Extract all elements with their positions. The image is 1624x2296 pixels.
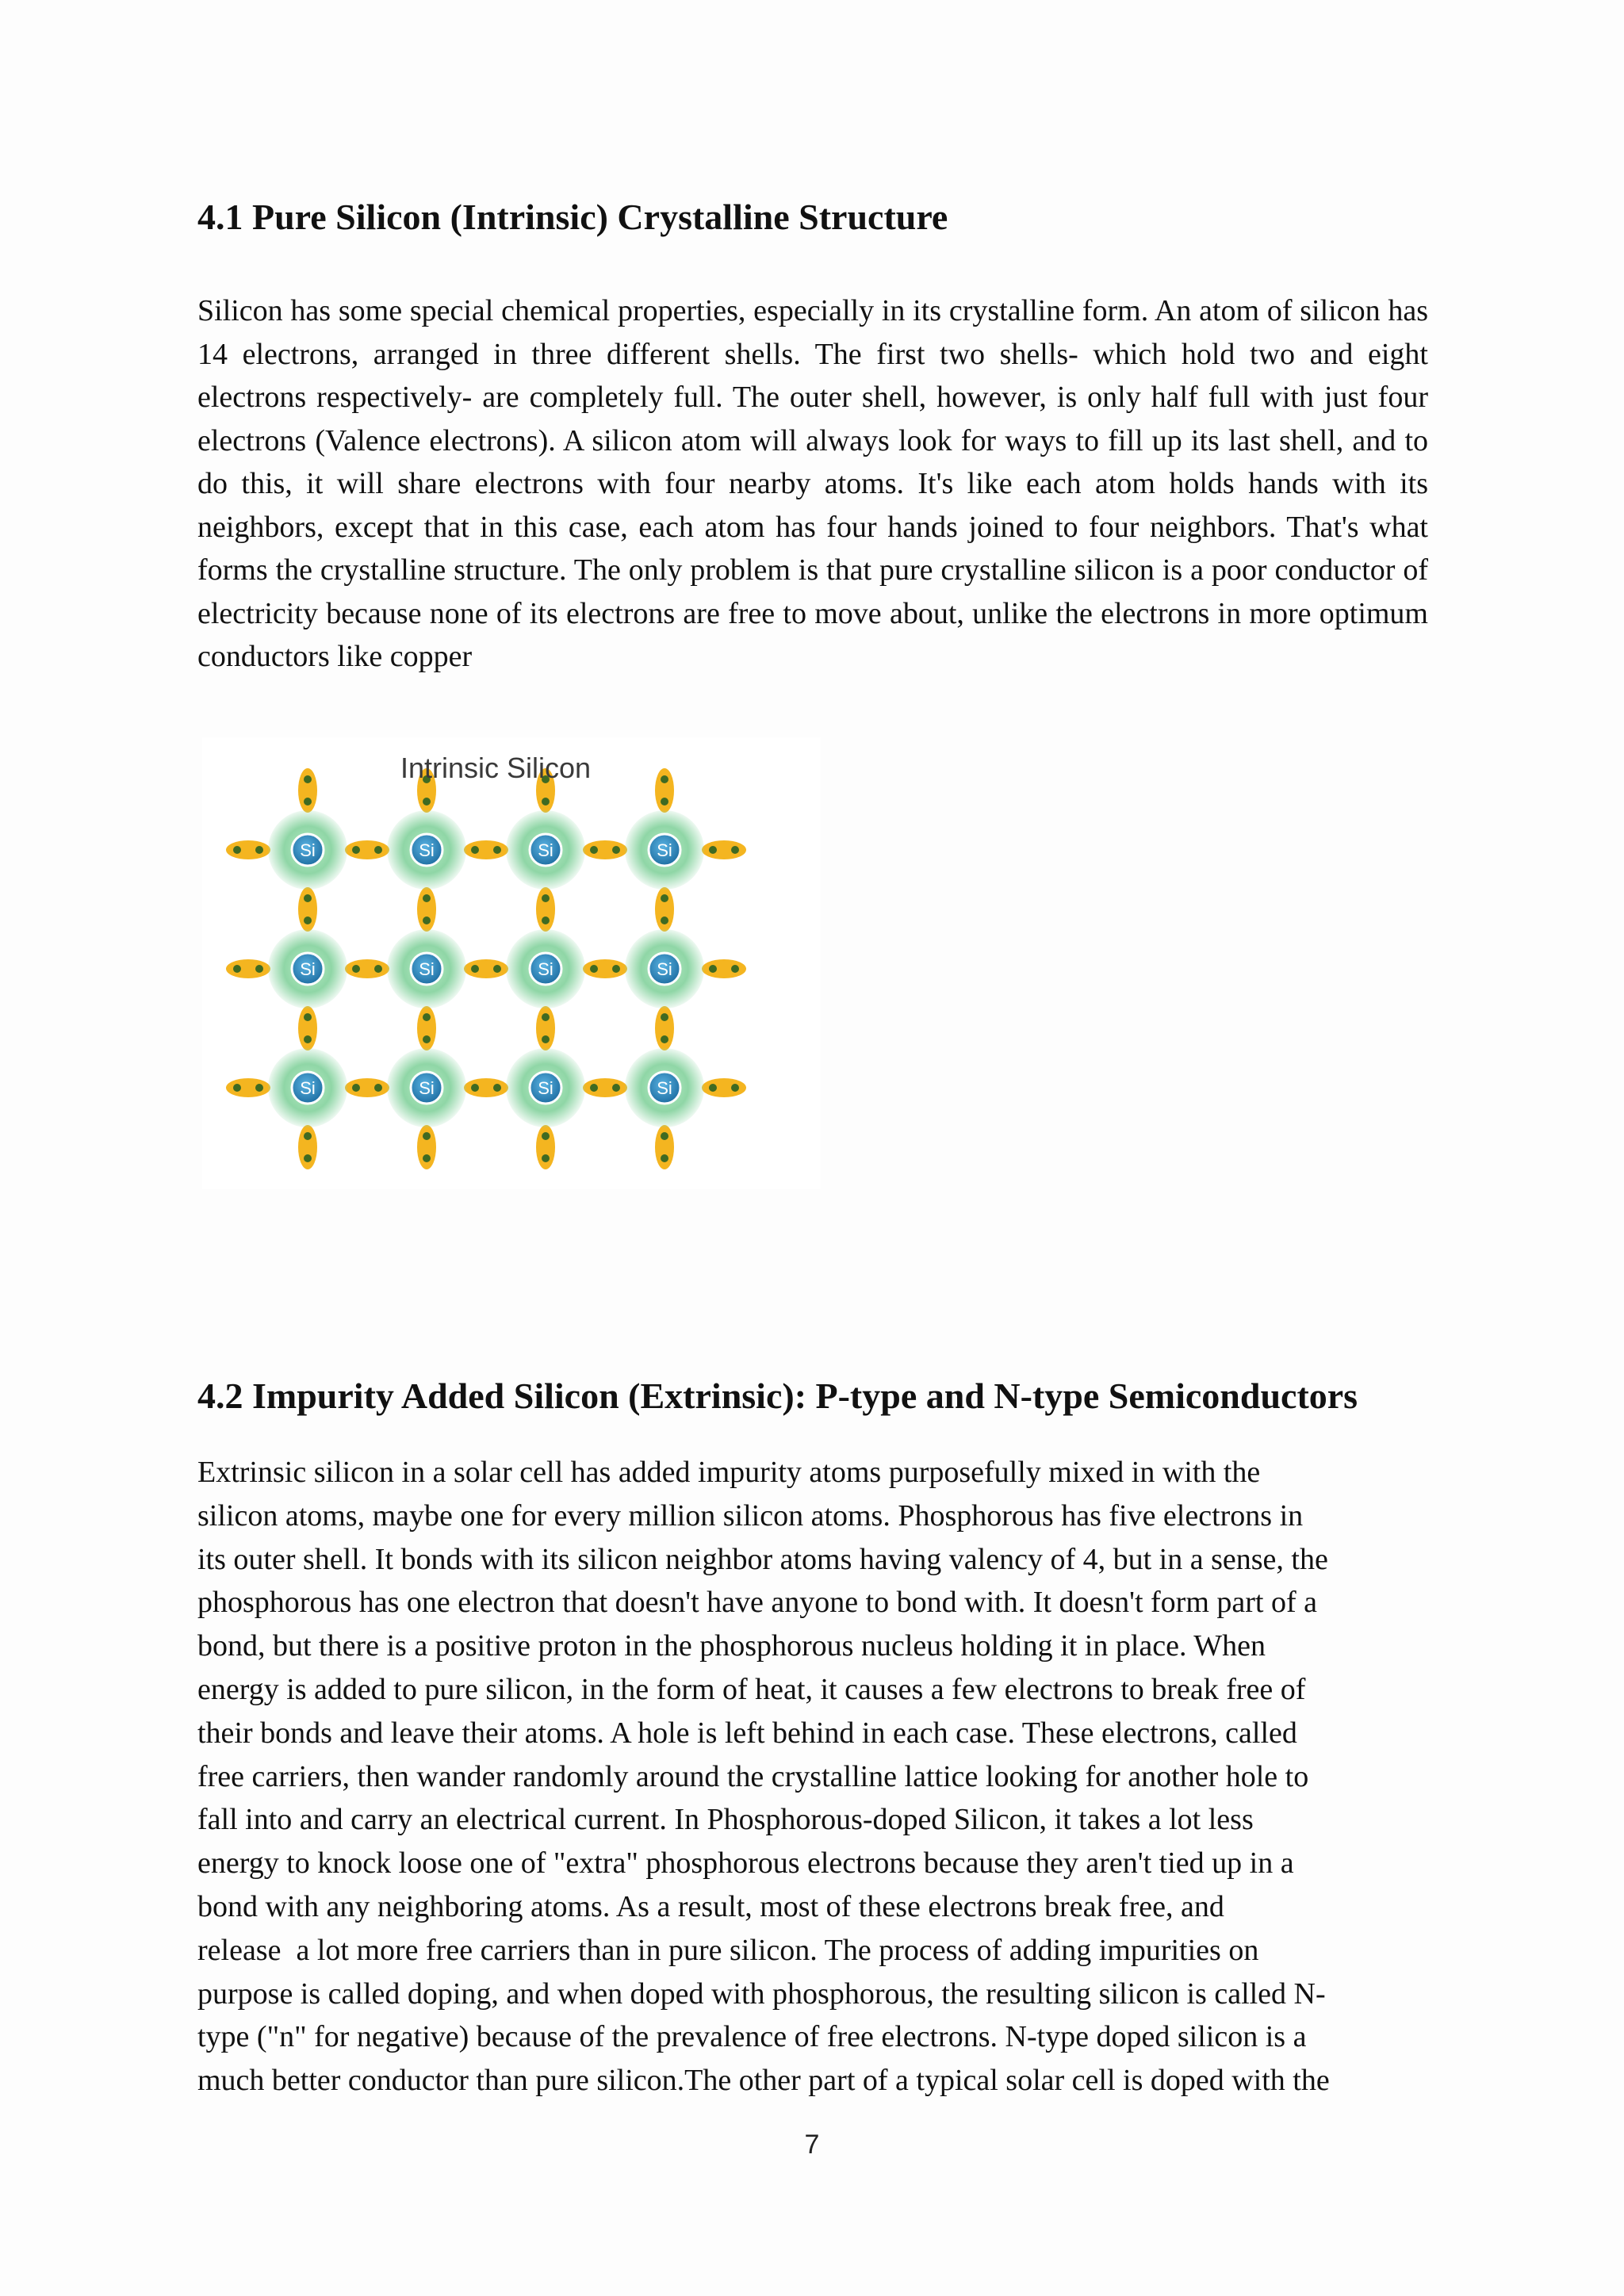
covalent-bond bbox=[298, 1125, 317, 1169]
valence-electron bbox=[661, 1154, 668, 1162]
valence-electron bbox=[661, 1132, 668, 1140]
valence-electron bbox=[352, 1084, 360, 1092]
valence-electron bbox=[255, 965, 263, 973]
covalent-bond bbox=[702, 840, 746, 859]
valence-electron bbox=[471, 965, 479, 973]
silicon-atom-label: Si bbox=[419, 840, 435, 860]
section-heading-pure-silicon: 4.1 Pure Silicon (Intrinsic) Crystalline Structure bbox=[197, 197, 948, 237]
valence-electron bbox=[731, 965, 739, 973]
covalent-bond bbox=[417, 1006, 436, 1050]
valence-electron bbox=[423, 1013, 431, 1021]
valence-electron bbox=[731, 846, 739, 854]
valence-electron bbox=[542, 1035, 550, 1043]
valence-electron bbox=[423, 1132, 431, 1140]
valence-electron bbox=[374, 1084, 382, 1092]
covalent-bond bbox=[655, 768, 674, 813]
paragraph-line: silicon atoms, maybe one for every million silicon atoms. Phosphorous has five electrons in bbox=[197, 1498, 1304, 1533]
valence-electron bbox=[255, 1084, 263, 1092]
covalent-bond bbox=[417, 887, 436, 932]
silicon-atom-label: Si bbox=[657, 1078, 672, 1098]
covalent-bond bbox=[702, 959, 746, 978]
silicon-atom-label: Si bbox=[657, 840, 672, 860]
silicon-atom-label: Si bbox=[538, 959, 553, 979]
valence-electron bbox=[304, 1013, 312, 1021]
valence-electron bbox=[542, 916, 550, 924]
paragraph-pure-silicon: Silicon has some special chemical properties, especially in its crystalline form. An atom of silicon has 14 electrons, arranged in three different shells. The first two shells- which hold two and eight electrons respectively- are completely full. The outer shell, however, is only half full with just four electrons (Valence electrons). A silicon atom will always look for ways to fill up its last shell, and to do this, it will share electrons with four nearby atoms. It's like each atom holds hands with its neighbors, except that in this case, each atom has four hands joined to four neighbors. That's what forms the crystalline structure. The only problem is that pure crystalline silicon is a poor conductor of electricity because none of its electrons are free to move about, unlike the electrons in more optimum conductors like copper bbox=[197, 294, 1428, 673]
valence-electron bbox=[590, 1084, 598, 1092]
valence-electron bbox=[612, 965, 620, 973]
covalent-bond bbox=[345, 840, 389, 859]
page-number: 7 bbox=[804, 2130, 820, 2160]
paragraph-extrinsic-silicon bbox=[197, 1451, 1428, 2103]
valence-electron bbox=[661, 1013, 668, 1021]
paragraph-line: energy to knock loose one of "extra" phosphorous electrons because they aren't tied up in a bbox=[197, 1846, 1294, 1881]
paragraph-line: much better conductor than pure silicon.The other part of a typical solar cell is doped with the bbox=[197, 2064, 1330, 2098]
valence-electron bbox=[661, 775, 668, 783]
paragraph-line: energy is added to pure silicon, in the form of heat, it causes a few electrons to break free of bbox=[197, 1672, 1306, 1706]
valence-electron bbox=[542, 1154, 550, 1162]
valence-electron bbox=[423, 894, 431, 902]
intrinsic-silicon-diagram bbox=[202, 737, 821, 1189]
silicon-atom-label: Si bbox=[538, 840, 553, 860]
silicon-atom-label: Si bbox=[300, 1078, 316, 1098]
covalent-bond bbox=[464, 1078, 508, 1097]
valence-electron bbox=[731, 1084, 739, 1092]
covalent-bond bbox=[536, 887, 555, 932]
valence-electron bbox=[423, 798, 431, 806]
silicon-atom-label: Si bbox=[538, 1078, 553, 1098]
valence-electron bbox=[542, 1013, 550, 1021]
valence-electron bbox=[493, 846, 501, 854]
covalent-bond bbox=[226, 1078, 270, 1097]
covalent-bond bbox=[464, 840, 508, 859]
valence-electron bbox=[709, 965, 717, 973]
covalent-bond bbox=[298, 1006, 317, 1050]
covalent-bond bbox=[226, 959, 270, 978]
paragraph-line: purpose is called doping, and when doped with phosphorous, the resulting silicon is called N- bbox=[197, 1976, 1326, 2011]
section-heading-extrinsic-silicon: 4.2 Impurity Added Silicon (Extrinsic): P-type and N-type Semiconductors bbox=[197, 1376, 1358, 1416]
valence-electron bbox=[233, 846, 241, 854]
silicon-atom-label: Si bbox=[300, 840, 316, 860]
valence-electron bbox=[255, 846, 263, 854]
valence-electron bbox=[709, 846, 717, 854]
covalent-bond bbox=[655, 1006, 674, 1050]
covalent-bond bbox=[583, 959, 627, 978]
valence-electron bbox=[590, 846, 598, 854]
valence-electron bbox=[493, 965, 501, 973]
valence-electron bbox=[612, 846, 620, 854]
valence-electron bbox=[374, 846, 382, 854]
silicon-atom-label: Si bbox=[300, 959, 316, 979]
valence-electron bbox=[233, 1084, 241, 1092]
valence-electron bbox=[709, 1084, 717, 1092]
covalent-bond bbox=[536, 1125, 555, 1169]
valence-electron bbox=[352, 846, 360, 854]
valence-electron bbox=[304, 894, 312, 902]
valence-electron bbox=[423, 916, 431, 924]
valence-electron bbox=[661, 798, 668, 806]
valence-electron bbox=[304, 1132, 312, 1140]
valence-electron bbox=[304, 1154, 312, 1162]
valence-electron bbox=[423, 1035, 431, 1043]
silicon-atom-label: Si bbox=[419, 959, 435, 979]
paragraph-line: free carriers, then wander randomly around the crystalline lattice looking for another hole to bbox=[197, 1759, 1309, 1793]
paragraph-line: release a lot more free carriers than in pure silicon. The process of adding impurities on bbox=[197, 1933, 1259, 1967]
paragraph-line: its outer shell. It bonds with its silicon neighbor atoms having valency of 4, but in a sense, the bbox=[197, 1542, 1328, 1576]
valence-electron bbox=[542, 894, 550, 902]
covalent-bond bbox=[655, 1125, 674, 1169]
valence-electron bbox=[590, 965, 598, 973]
paragraph-line: fall into and carry an electrical current. In Phosphorous-doped Silicon, it takes a lot less bbox=[197, 1803, 1254, 1837]
paragraph-line: type ("n" for negative) because of the prevalence of free electrons. N-type doped silicon is a bbox=[197, 2020, 1307, 2054]
diagram-title: Intrinsic Silicon bbox=[400, 752, 592, 784]
covalent-bond bbox=[536, 1006, 555, 1050]
valence-electron bbox=[304, 916, 312, 924]
valence-electron bbox=[374, 965, 382, 973]
valence-electron bbox=[661, 894, 668, 902]
valence-electron bbox=[233, 965, 241, 973]
silicon-atom-label: Si bbox=[419, 1078, 435, 1098]
valence-electron bbox=[423, 1154, 431, 1162]
paragraph-line: bond with any neighboring atoms. As a result, most of these electrons break free, and bbox=[197, 1889, 1224, 1923]
valence-electron bbox=[352, 965, 360, 973]
covalent-bond bbox=[464, 959, 508, 978]
paragraph-line: Extrinsic silicon in a solar cell has added impurity atoms purposefully mixed in with the bbox=[197, 1456, 1261, 1489]
valence-electron bbox=[304, 798, 312, 806]
covalent-bond bbox=[298, 887, 317, 932]
paragraph-line: phosphorous has one electron that doesn't have anyone to bond with. It doesn't form part of a bbox=[197, 1586, 1317, 1620]
valence-electron bbox=[471, 846, 479, 854]
covalent-bond bbox=[655, 887, 674, 932]
covalent-bond bbox=[345, 1078, 389, 1097]
covalent-bond bbox=[345, 959, 389, 978]
covalent-bond bbox=[583, 1078, 627, 1097]
valence-electron bbox=[612, 1084, 620, 1092]
valence-electron bbox=[304, 1035, 312, 1043]
valence-electron bbox=[661, 916, 668, 924]
covalent-bond bbox=[417, 1125, 436, 1169]
covalent-bond bbox=[702, 1078, 746, 1097]
paragraph-line: bond, but there is a positive proton in the phosphorous nucleus holding it in place. When bbox=[197, 1629, 1266, 1663]
valence-electron bbox=[493, 1084, 501, 1092]
silicon-atom-label: Si bbox=[657, 959, 672, 979]
covalent-bond bbox=[298, 768, 317, 813]
silicon-lattice bbox=[202, 737, 821, 1189]
valence-electron bbox=[304, 775, 312, 783]
covalent-bond bbox=[583, 840, 627, 859]
valence-electron bbox=[661, 1035, 668, 1043]
valence-electron bbox=[471, 1084, 479, 1092]
valence-electron bbox=[542, 798, 550, 806]
valence-electron bbox=[542, 1132, 550, 1140]
covalent-bond bbox=[226, 840, 270, 859]
paragraph-line: their bonds and leave their atoms. A hole is left behind in each case. These electrons, called bbox=[197, 1716, 1297, 1750]
